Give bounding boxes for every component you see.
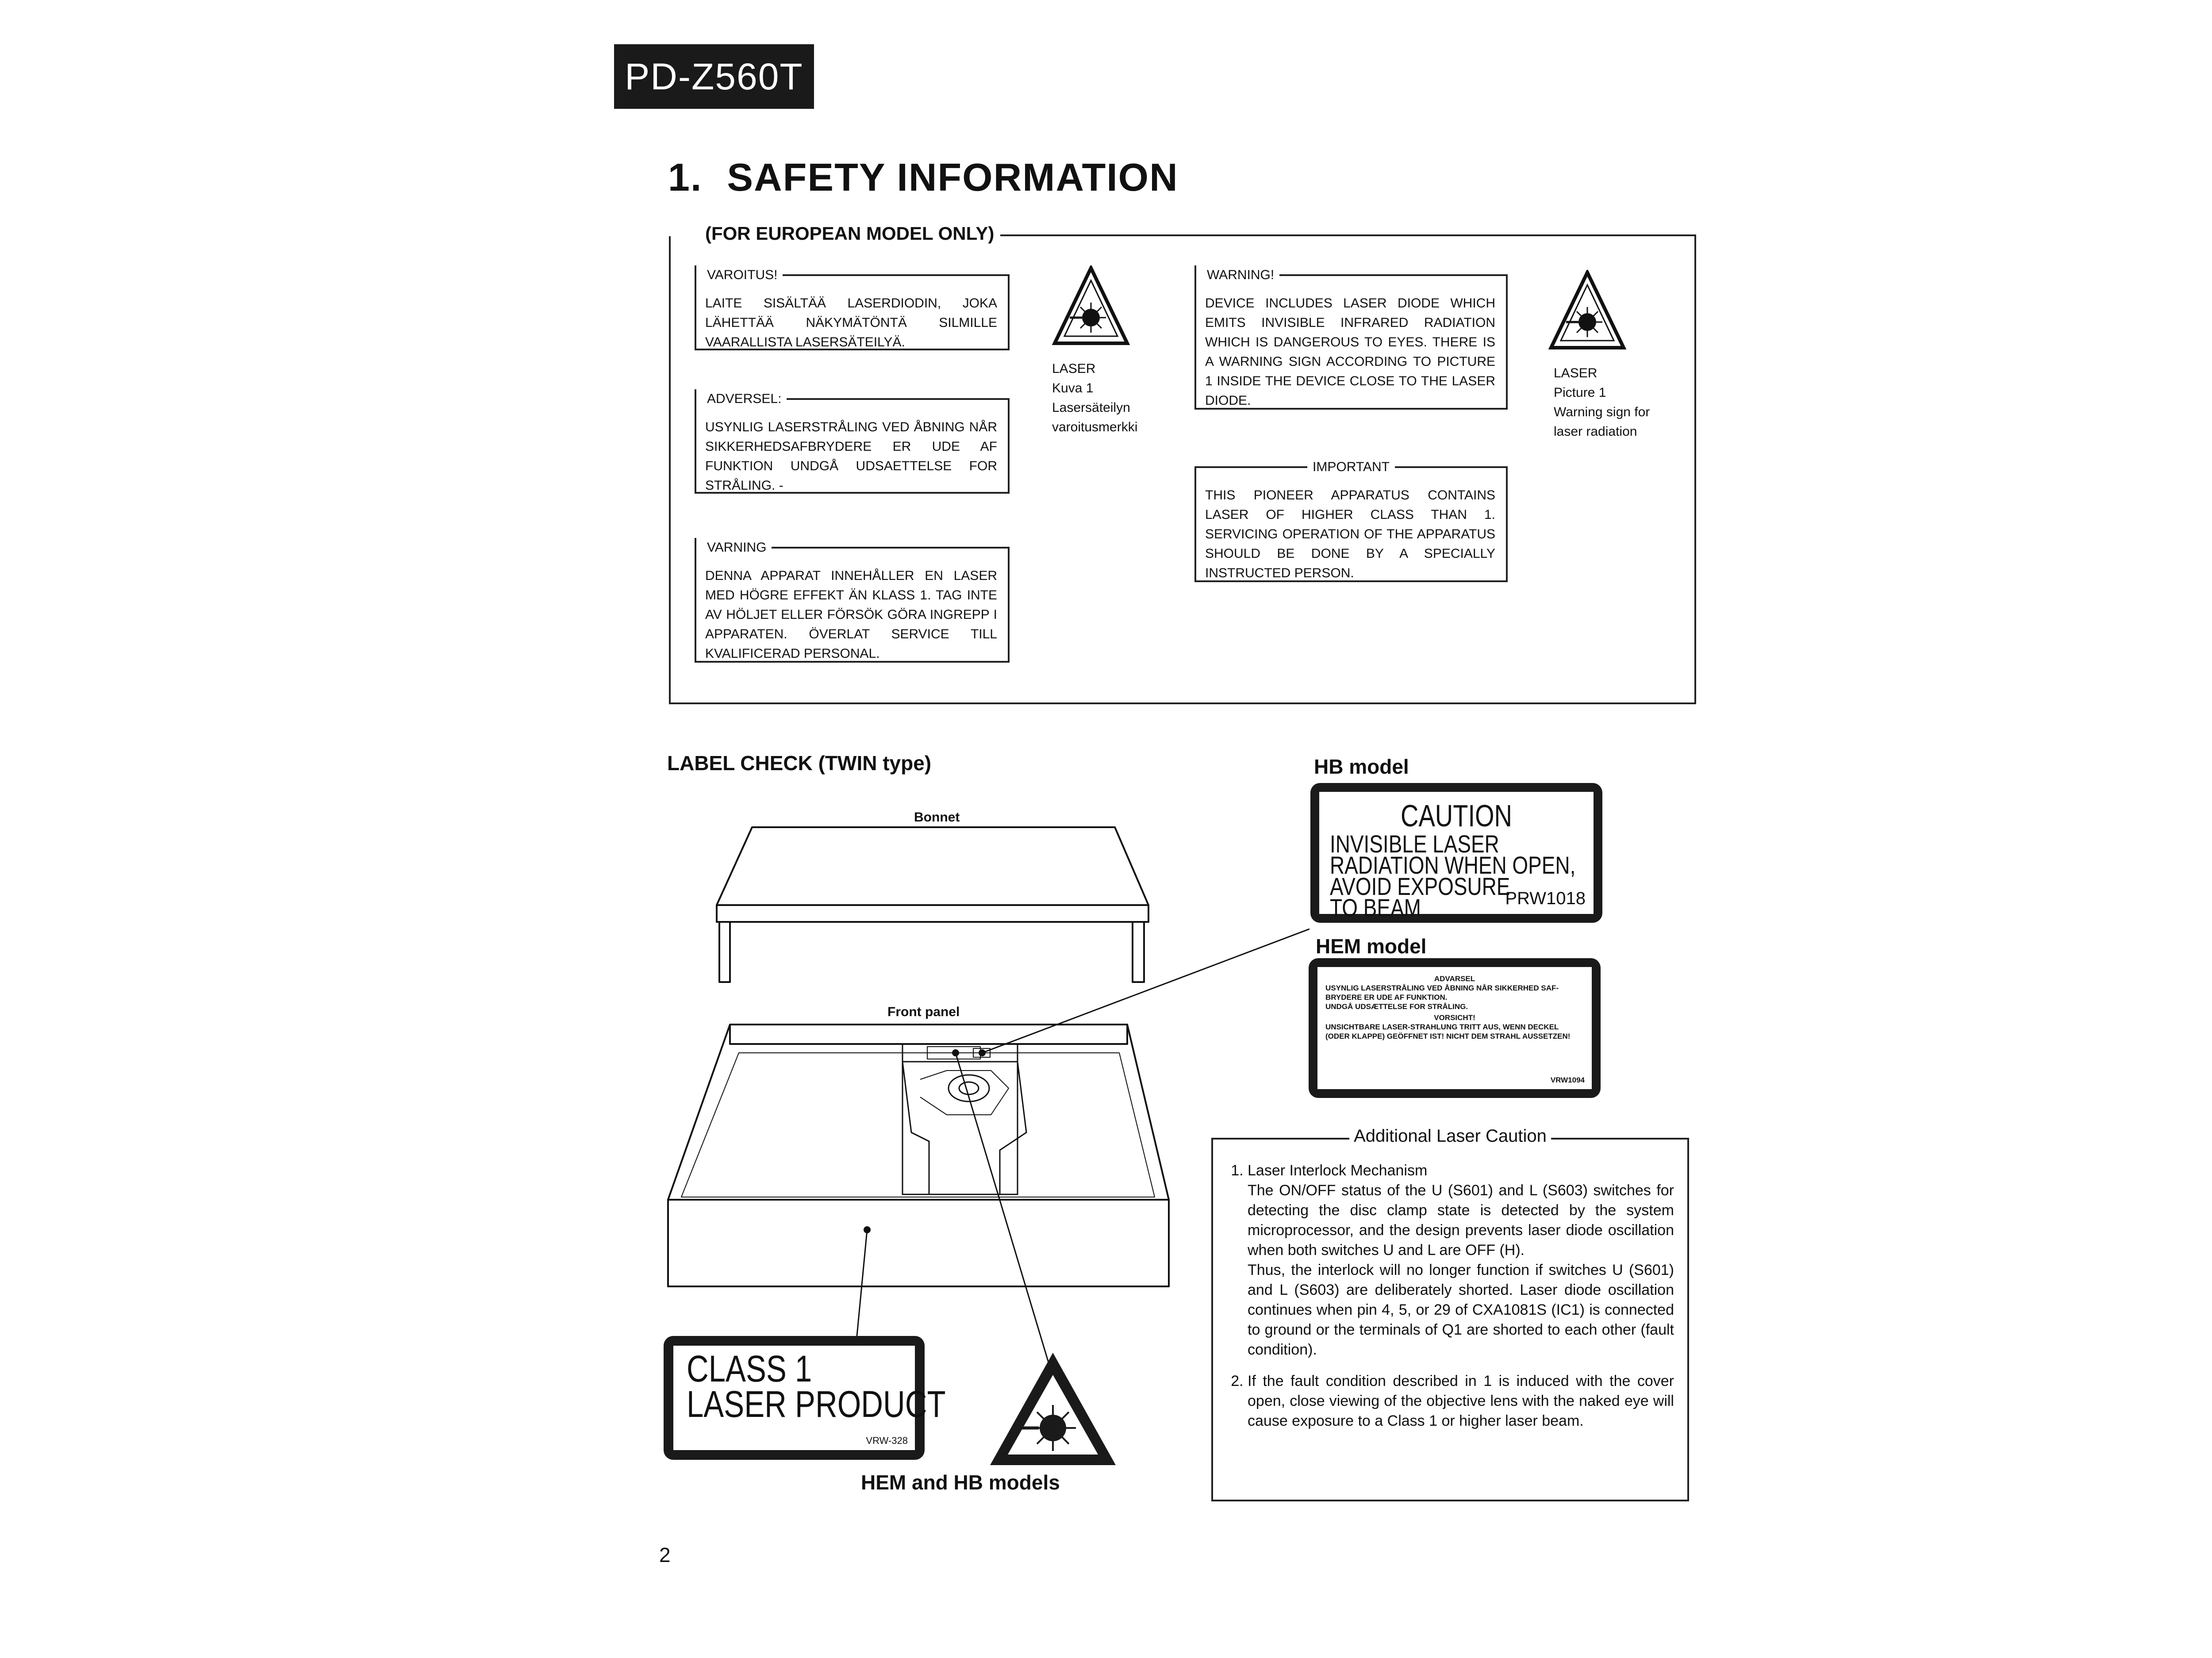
laser-caption-fi (1052, 359, 1137, 437)
section-title: SAFETY INFORMATION (727, 155, 1179, 199)
varning-box (695, 540, 1010, 663)
front-panel-label: Front panel (887, 1005, 960, 1019)
important-box (1194, 460, 1508, 582)
frame-label-tick (669, 234, 699, 236)
additional-item (1248, 1371, 1674, 1431)
laser-warning-triangle-icon (987, 1349, 1119, 1469)
bonnet-label: Bonnet (914, 810, 960, 825)
hb-caution-code: PRW1018 (1505, 889, 1586, 908)
triangle-code: VRW-329 (1080, 1455, 1105, 1462)
laser-caption-en-line: LASER (1554, 366, 1598, 380)
laser-caption-en-line: Warning sign for (1554, 405, 1650, 419)
hem-vorsicht-line: UNSICHTBARE LASER-STRAHLUNG TRITT AUS, WENN DECKEL (1325, 1023, 1559, 1031)
hb-caution-label (1310, 783, 1602, 923)
chassis-inner-floor (681, 1053, 1155, 1197)
additional-caution-heading: Additional Laser Caution (1349, 1126, 1551, 1146)
hb-caution-line: TO BEAM (1330, 894, 1421, 921)
additional-item-paragraph: The ON/OFF status of the U (S601) and L (S603) switches for detecting the disc clamp state is detected by the system microprocessor, and the design prevents laser diode oscillation when both switches U and L are OFF (H). (1248, 1182, 1674, 1259)
additional-item-paragraph: 2. If the fault condition described in 1 is induced with the cover open, close viewing of the objective lens with the naked eye will cause exposure to a Class 1 or higher laser beam. (1248, 1373, 1674, 1429)
class1-code: VRW-328 (866, 1435, 908, 1446)
hem-advarsel-code: VRW1094 (1550, 1076, 1585, 1084)
laser-warning-triangle-icon (1052, 265, 1130, 354)
laser-warning-triangle-icon (1548, 270, 1626, 358)
hb-caution-line: INVISIBLE LASER (1330, 830, 1499, 858)
hb-model-heading: HB model (1314, 755, 1409, 778)
warning-box (1194, 268, 1508, 410)
hem-advarsel-label (1309, 958, 1601, 1098)
hem-advarsel-line: BRYDERE ER UDE AF FUNKTION. (1325, 993, 1448, 1002)
page-title (668, 155, 1179, 200)
hem-advarsel-line: USYNLIG LASERSTRÅLING VED ÅBNING NÅR SIKKERHED SAF- (1325, 984, 1559, 992)
hem-advarsel-title: ADVARSEL (1434, 975, 1475, 983)
varning-heading: VARNING (695, 538, 772, 557)
hem-advarsel-label-inner (1317, 967, 1592, 1089)
warning-text: DEVICE INCLUDES LASER DIODE WHICH EMITS INVISIBLE INFRARED RADIATION WHICH IS DANGEROUS TO EYES. THERE IS A WARNING SIGN ACCORDING TO PICTURE 1 INSIDE THE DEVICE CLOSE TO THE LASER DIODE. (1205, 296, 1495, 408)
class1-laser-label-inner (673, 1346, 946, 1450)
hem-vorsicht-line: (ODER KLAPPE) GEÖFFNET IST! NICHT DEM STRAHL AUSSETZEN! (1325, 1032, 1571, 1040)
laser-caption-fi-line: Lasersäteilyn (1052, 400, 1130, 415)
hem-model-heading: HEM model (1316, 935, 1427, 958)
varoitus-box (695, 268, 1010, 350)
additional-item (1248, 1161, 1674, 1360)
hem-hb-caption: HEM and HB models (861, 1471, 1060, 1494)
hb-caution-line: RADIATION WHEN OPEN, (1330, 851, 1576, 879)
varning-text: DENNA APPARAT INNEHÅLLER EN LASER MED HÖGRE EFFEKT ÄN KLASS 1. TAG INTE AV HÖLJET ELLER FÖRSÖK GÖRA INGREPP I APPARATEN. ÖVERLAT SERVICE TILL KVALIFICERAD PERSONAL. (705, 568, 997, 661)
important-text: THIS PIONEER APPARATUS CONTAINS LASER OF HIGHER CLASS THAN 1. SERVICING OPERATION OF THE APPARATUS SHOULD BE DONE BY A SPECIALLY INSTRUCTED PERSON. (1205, 488, 1495, 580)
varoitus-text: LAITE SISÄLTÄÄ LASERDIODIN, JOKA LÄHETTÄÄ NÄKYMÄTÖNTÄ SILMILLE VAARALLISTA LASERSÄTEILYÄ. (705, 296, 997, 349)
bonnet-shape (717, 827, 1148, 905)
class1-line2: LASER PRODUCT (687, 1383, 946, 1425)
adversel-text: USYNLIG LASERSTRÅLING VED ÅBNING NÅR SIKKERHEDSAFBRYDERE ER UDE AF FUNKTION UNDGÅ UDSAETTELSE FOR STRÅLING. - (705, 420, 997, 493)
laser-caption-fi-line: varoitusmerkki (1052, 420, 1138, 434)
laser-caption-en-line: Picture 1 (1554, 385, 1606, 400)
hem-advarsel-line: UNDGÅ UDSÆTTELSE FOR STRÅLING. (1325, 1002, 1468, 1011)
section-number: 1. (668, 155, 703, 199)
warning-heading: WARNING! (1194, 265, 1279, 285)
hb-caution-line: AVOID EXPOSURE (1330, 872, 1510, 900)
bonnet-front (717, 905, 1148, 922)
page-number: 2 (659, 1543, 671, 1566)
additional-caution-box (1211, 1126, 1689, 1501)
label-check-heading: LABEL CHECK (TWIN type) (667, 752, 932, 775)
laser-caption-en-line: laser radiation (1554, 424, 1637, 439)
laser-caption-en (1554, 364, 1650, 441)
additional-item-paragraph: Thus, the interlock will no longer function if switches U (S601) and L (S603) are deliberately shorted. Laser diode oscillation continues when pin 4, 5, or 29 of CXA1081S (IC1) is connected to ground or the terminals of Q1 are shorted to each other (fault condition). (1248, 1262, 1674, 1358)
adversel-heading: ADVERSEL: (695, 389, 787, 409)
hb-caution-title: CAUTION (1401, 798, 1512, 833)
important-heading: IMPORTANT (1307, 457, 1395, 477)
varoitus-heading: VAROITUS! (695, 265, 783, 285)
additional-item-title: 1. Laser Interlock Mechanism (1248, 1162, 1428, 1179)
chassis-top-rim (668, 1025, 1169, 1200)
model-tag: PD-Z560T (614, 44, 814, 109)
chassis-front-face (668, 1200, 1169, 1286)
european-frame-label: (FOR EUROPEAN MODEL ONLY) (699, 223, 1000, 244)
class1-laser-label (664, 1336, 946, 1460)
laser-caption-fi-line: LASER (1052, 361, 1096, 376)
class1-line1: CLASS 1 (687, 1348, 812, 1389)
laser-caption-fi-line: Kuva 1 (1052, 381, 1094, 395)
hem-vorsicht-title: VORSICHT! (1434, 1013, 1475, 1022)
hb-caution-label-inner (1319, 792, 1594, 921)
adversel-box (695, 391, 1010, 494)
